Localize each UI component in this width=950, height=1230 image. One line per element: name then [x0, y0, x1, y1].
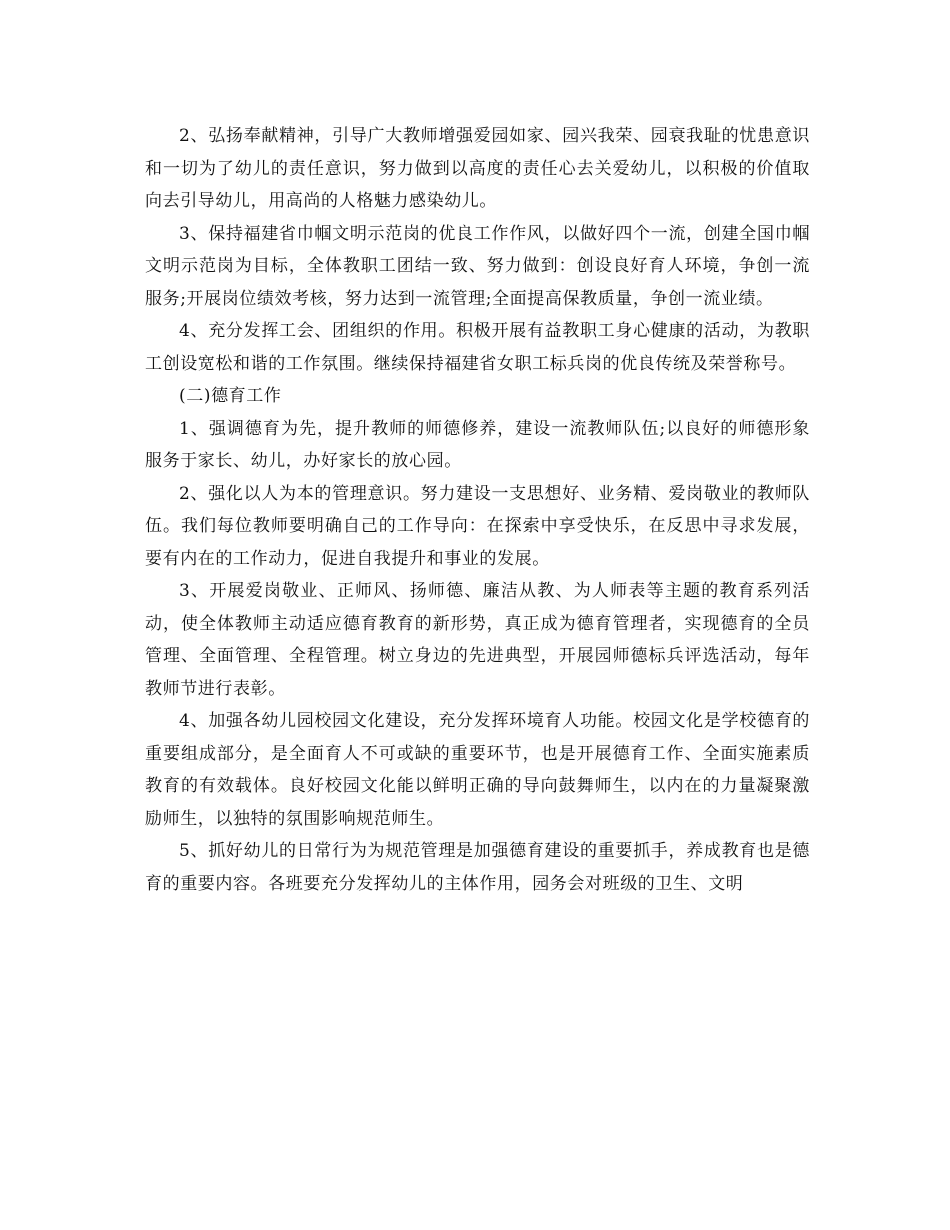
- section-heading-moral-education: (二)德育工作: [179, 386, 282, 406]
- paragraph-devotion-spirit: 2、弘扬奉献精神，引导广大教师增强爱园如家、园兴我荣、园衰我耻的忧患意识和一切为了幼儿的责任意识，努力做到以高度的责任心去关爱幼儿，以积极的价值取向去引导幼儿，用高尚的人格魅力感染幼儿。: [145, 126, 810, 211]
- paragraph-people-oriented: 2、强化以人为本的管理意识。努力建设一支思想好、业务精、爱岗敬业的教师队伍。我们每位教师要明确自己的工作导向：在探索中享受快乐，在反思中寻求发展，要有内在的工作动力，促进自我提升和事业的发展。: [145, 483, 810, 569]
- paragraph-civilized-post: 3、保持福建省巾帼文明示范岗的优良工作作风，以做好四个一流，创建全国巾帼文明示范岗为目标，全体教职工团结一致、努力做到：创设良好育人环境，争创一流服务;开展岗位绩效考核，努力达到一流管理;全面提高保教质量，争创一流业绩。: [145, 223, 810, 309]
- paragraph-union-role: 4、充分发挥工会、团组织的作用。积极开展有益教职工身心健康的活动，为教职工创设宽松和谐的工作氛围。继续保持福建省女职工标兵岗的优良传统及荣誉称号。: [145, 321, 810, 374]
- paragraph-moral-first: 1、强调德育为先，提升教师的师德修养，建设一流教师队伍;以良好的师德形象服务于家长、幼儿，办好家长的放心园。: [145, 418, 810, 471]
- paragraph-daily-behavior: 5、抓好幼儿的日常行为为规范管理是加强德育建设的重要抓手，养成教育也是德育的重要内容。各班要充分发挥幼儿的主体作用，园务会对班级的卫生、文明: [145, 841, 810, 894]
- document-page: [145, 120, 810, 900]
- paragraph-campus-culture: 4、加强各幼儿园校园文化建设，充分发挥环境育人功能。校园文化是学校德育的重要组成部分，是全面育人不可或缺的重要环节，也是开展德育工作、全面实施素质教育的有效载体。良好校园文化能以鲜明正确的导向鼓舞师生，以内在的力量凝聚激励师生，以独特的氛围影响规范师生。: [145, 711, 810, 829]
- paragraph-theme-activities: 3、开展爱岗敬业、正师风、扬师德、廉洁从教、为人师表等主题的教育系列活动，使全体教师主动适应德育教育的新形势，真正成为德育管理者，实现德育的全员管理、全面管理、全程管理。树立身边的先进典型，开展园师德标兵评选活动，每年教师节进行表彰。: [145, 581, 810, 699]
